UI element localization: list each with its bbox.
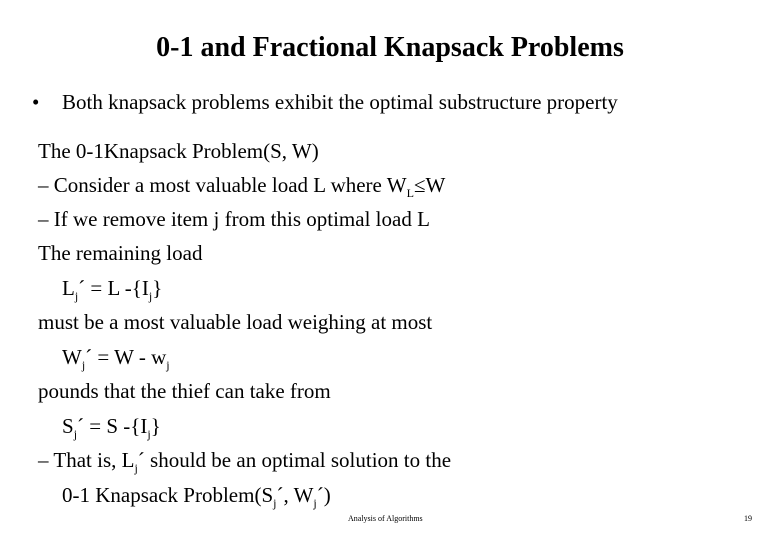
line-text: pounds that the thief can take from [38,379,331,403]
line-most-valuable [38,309,432,335]
slide-title: 0-1 and Fractional Knapsack Problems [156,32,624,63]
formula-part: W [62,345,82,369]
formula-sj [62,413,161,439]
footer-course: Analysis of Algorithms [348,514,423,523]
line-text: The 0-1Knapsack Problem(S, W) [38,139,319,163]
line-text: ´ should be an optimal solution to the [137,448,452,472]
line-text: must be a most valuable load weighing at most [38,310,433,334]
line-remaining [38,240,202,266]
line-text: – Consider a most valuable load L where W [38,173,407,197]
formula-part: 0-1 Knapsack Problem(S [62,483,274,507]
line-text: ≤W [413,173,446,197]
formula-part: } [152,276,163,300]
formula-part: ´ = W - w [85,345,167,369]
formula-part: ´ = S -{I [77,414,148,438]
bullet-icon: • [32,90,40,114]
formula-part: ´, W [276,483,314,507]
line-text: – That is, L [38,448,135,472]
formula-problem [62,482,331,508]
subscript: L [406,186,414,200]
subscript: j [81,358,86,372]
subscript: j [273,496,277,510]
formula-part: } [150,414,161,438]
bullet-text: Both knapsack problems exhibit the optimal substructure property [62,90,618,114]
formula-part: S [62,414,74,438]
line-text: The remaining load [38,241,203,265]
subscript: j [134,461,138,475]
footer-page-number: 19 [744,514,752,523]
line-remove [38,206,430,232]
line-that-is [38,447,451,473]
line-pounds [38,378,331,404]
subscript: j [74,289,79,303]
subscript: j [147,427,151,441]
line-consider [38,172,445,198]
line-text: – If we remove item j from this optimal load L [38,207,430,231]
formula-part: L [62,276,75,300]
bullet-point [32,90,618,115]
subscript: j [73,427,78,441]
formula-wj [62,344,170,370]
formula-lj [62,275,162,301]
subscript: j [166,358,170,372]
problem-heading [38,138,319,164]
formula-part: ´ = L -{I [78,276,149,300]
subscript: j [313,496,317,510]
formula-part: ´) [316,483,331,507]
subscript: j [148,289,153,303]
